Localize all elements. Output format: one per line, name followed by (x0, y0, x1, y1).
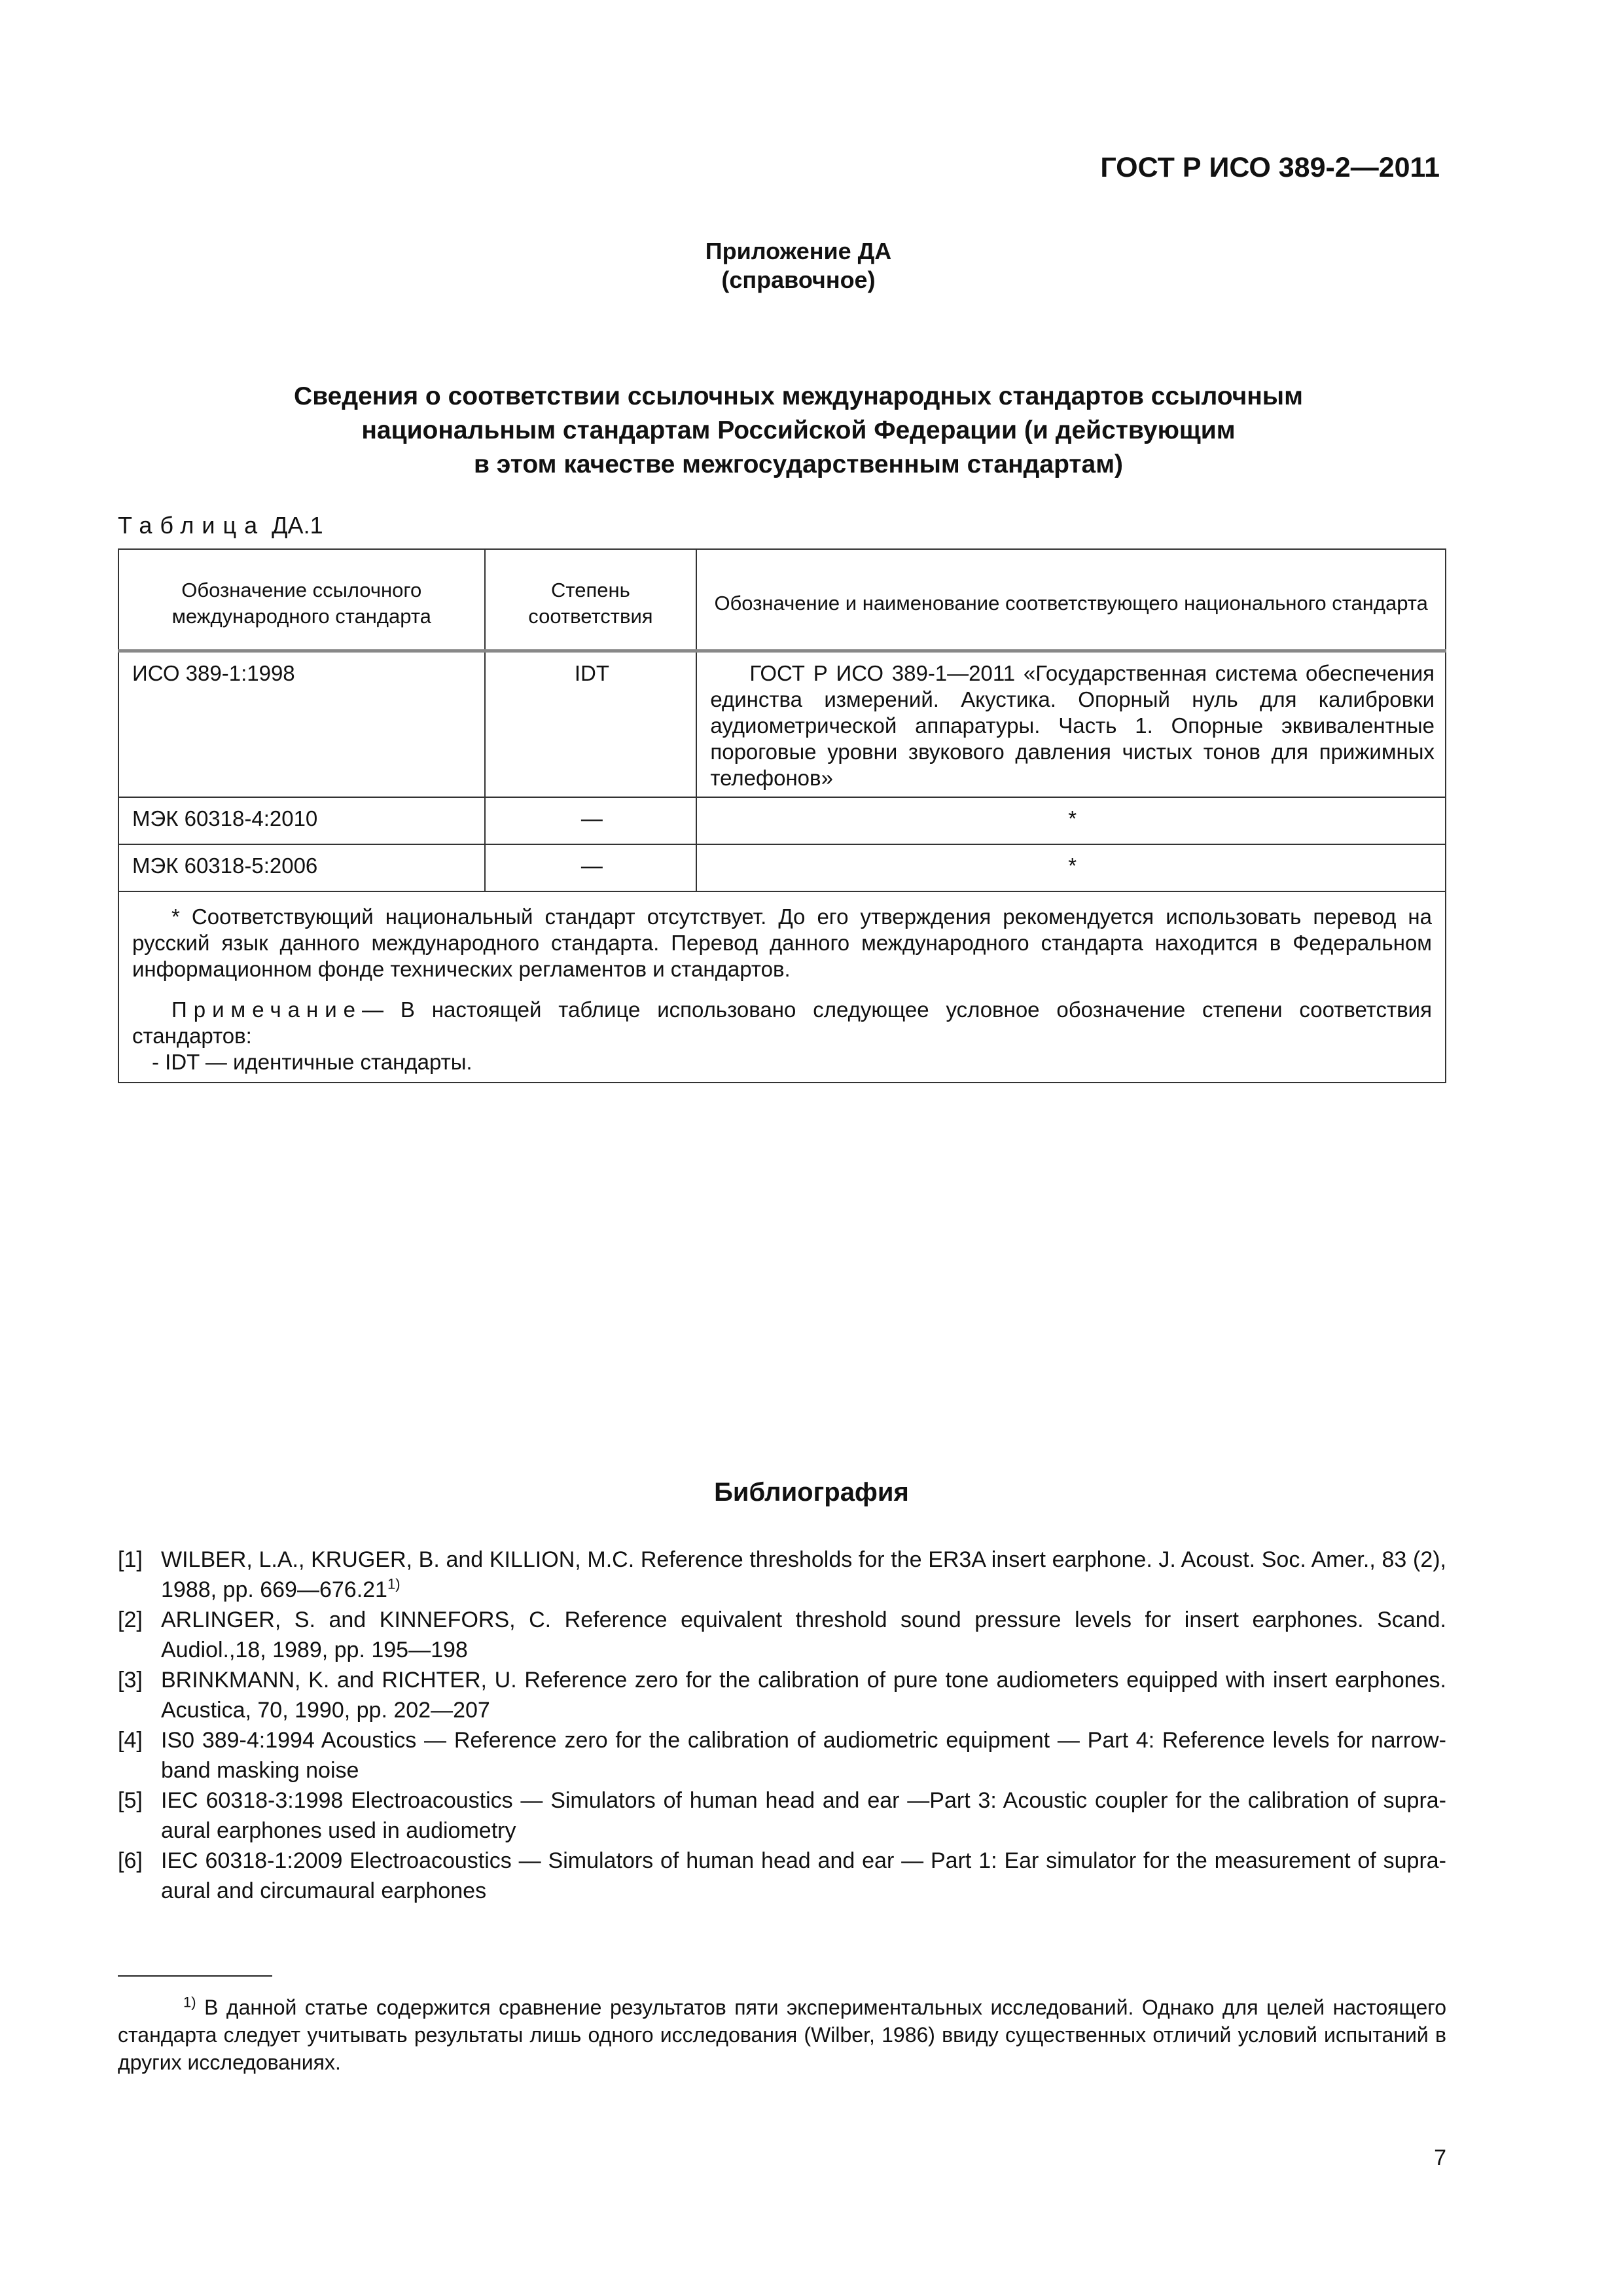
cell-standard: МЭК 60318-5:2006 (118, 844, 485, 891)
bibliography-item (118, 1545, 1446, 1605)
page-footnote (118, 1994, 1446, 2076)
standards-table (118, 548, 1446, 1083)
bibliography-number: [4] (118, 1728, 143, 1753)
cell-degree: — (485, 844, 697, 891)
table-footer-row (118, 891, 1446, 1083)
column-header-national: Обозначение и наименование соответствующего национального стандарта (696, 549, 1446, 651)
appendix-title: Приложение ДА (705, 238, 892, 264)
footnote-ref: 1) (387, 1575, 401, 1592)
bibliography-list (118, 1545, 1446, 1906)
bibliography-number: [5] (118, 1788, 143, 1813)
footnote-divider (118, 1975, 272, 1977)
section-title-line: Сведения о соответствии ссылочных международных стандартов ссылочным (294, 382, 1303, 410)
cell-standard: ИСО 389-1:1998 (118, 651, 485, 798)
bibliography-title: Библиография (714, 1478, 909, 1507)
bibliography-text: IEC 60318-3:1998 Electroacoustics — Simulators of human head and ear —Part 3: Acoustic coupler for the calibration of supra-aural earphones used in audiometry (161, 1788, 1446, 1843)
note-label: Примечание (171, 997, 363, 1022)
bibliography-item (118, 1785, 1446, 1846)
bibliography-text: BRINKMANN, K. and RICHTER, U. Reference zero for the calibration of pure tone audiometers equipped with insert earphones. Acustica, 70, 1990, pp. 202—207 (161, 1668, 1446, 1723)
table-row (118, 844, 1446, 891)
cell-national (696, 651, 1446, 798)
document-header: ГОСТ Р ИСО 389-2—2011 (1100, 152, 1440, 183)
column-header-degree: Степень соответствия (485, 549, 697, 651)
table-caption (118, 512, 323, 539)
bibliography-text: IEC 60318-1:2009 Electroacoustics — Simulators of human head and ear — Part 1: Ear simulator for the measurement of supra-aural and circumaural earphones (161, 1848, 1446, 1903)
table-row (118, 797, 1446, 844)
section-title (170, 380, 1427, 482)
bibliography-number: [2] (118, 1607, 143, 1632)
bibliography-text: WILBER, L.A., KRUGER, B. and KILLION, M.C. Reference thresholds for the ER3A insert earphone. J. Acoust. Soc. Amer., 83 (2), 1988, pp. 669—676.21 (161, 1547, 1446, 1602)
table-caption-word: Таблица (118, 512, 266, 539)
table-row (118, 651, 1446, 798)
table-note (132, 997, 1432, 1049)
footnote-marker: 1) (183, 1994, 196, 2011)
note-item: - IDT — идентичные стандарты. (152, 1050, 473, 1074)
bibliography-item (118, 1605, 1446, 1665)
bibliography-text: ARLINGER, S. and KINNEFORS, C. Reference equivalent threshold sound pressure levels for insert earphones. Scand. Audiol.,18, 1989, pp. 195—198 (161, 1607, 1446, 1662)
bibliography-number: [6] (118, 1848, 143, 1873)
footnote-text: В данной статье содержится сравнение результатов пяти экспериментальных исследований. Однако для целей настоящего стандарта следует учитывать результаты лишь одного исследования (Wilber, 1986) ввиду существенных отличий условий испытаний в других исследованиях. (118, 1996, 1446, 2074)
cell-national: * (696, 844, 1446, 891)
note-text: — В настоящей таблице использовано следующее условное обозначение степени соответствия стандартов: (132, 997, 1432, 1048)
section-title-line: национальным стандартам Российской Федерации (и действующим (361, 416, 1236, 444)
table-caption-number: ДА.1 (272, 512, 323, 539)
table-footnote-cell (118, 891, 1446, 1083)
bibliography-text: IS0 389-4:1994 Acoustics — Reference zero for the calibration of audiometric equipment — Part 4: Reference levels for narrow-band masking noise (161, 1728, 1446, 1783)
cell-standard: МЭК 60318-4:2010 (118, 797, 485, 844)
page-number: 7 (1434, 2145, 1446, 2170)
table-header-row (118, 549, 1446, 651)
cell-degree: IDT (485, 651, 697, 798)
appendix-subtitle: (справочное) (721, 266, 876, 293)
cell-national: * (696, 797, 1446, 844)
bibliography-number: [3] (118, 1668, 143, 1693)
cell-national-text: ГОСТ Р ИСО 389-1—2011 «Государственная система обеспечения единства измерений. Акустика. Опорный нуль для калибровки аудиометрической аппаратуры. Часть 1. Опорные эквивалентные пороговые уровни звукового давления чистых тонов для прижимных телефонов» (710, 661, 1435, 790)
appendix-heading (589, 237, 1008, 295)
cell-degree: — (485, 797, 697, 844)
bibliography-number: [1] (118, 1547, 143, 1572)
column-header-standard: Обозначение ссылочного международного стандарта (118, 549, 485, 651)
section-title-line: в этом качестве межгосударственным стандартам) (473, 450, 1124, 478)
bibliography-item (118, 1665, 1446, 1725)
table-footnote: * Соответствующий национальный стандарт отсутствует. До его утверждения рекомендуется использовать перевод на русский язык данного международного стандарта. Перевод данного международного стандарта находится в Федеральном информационном фонде технических регламентов и стандартов. (132, 905, 1432, 981)
bibliography-item (118, 1846, 1446, 1906)
bibliography-item (118, 1725, 1446, 1785)
